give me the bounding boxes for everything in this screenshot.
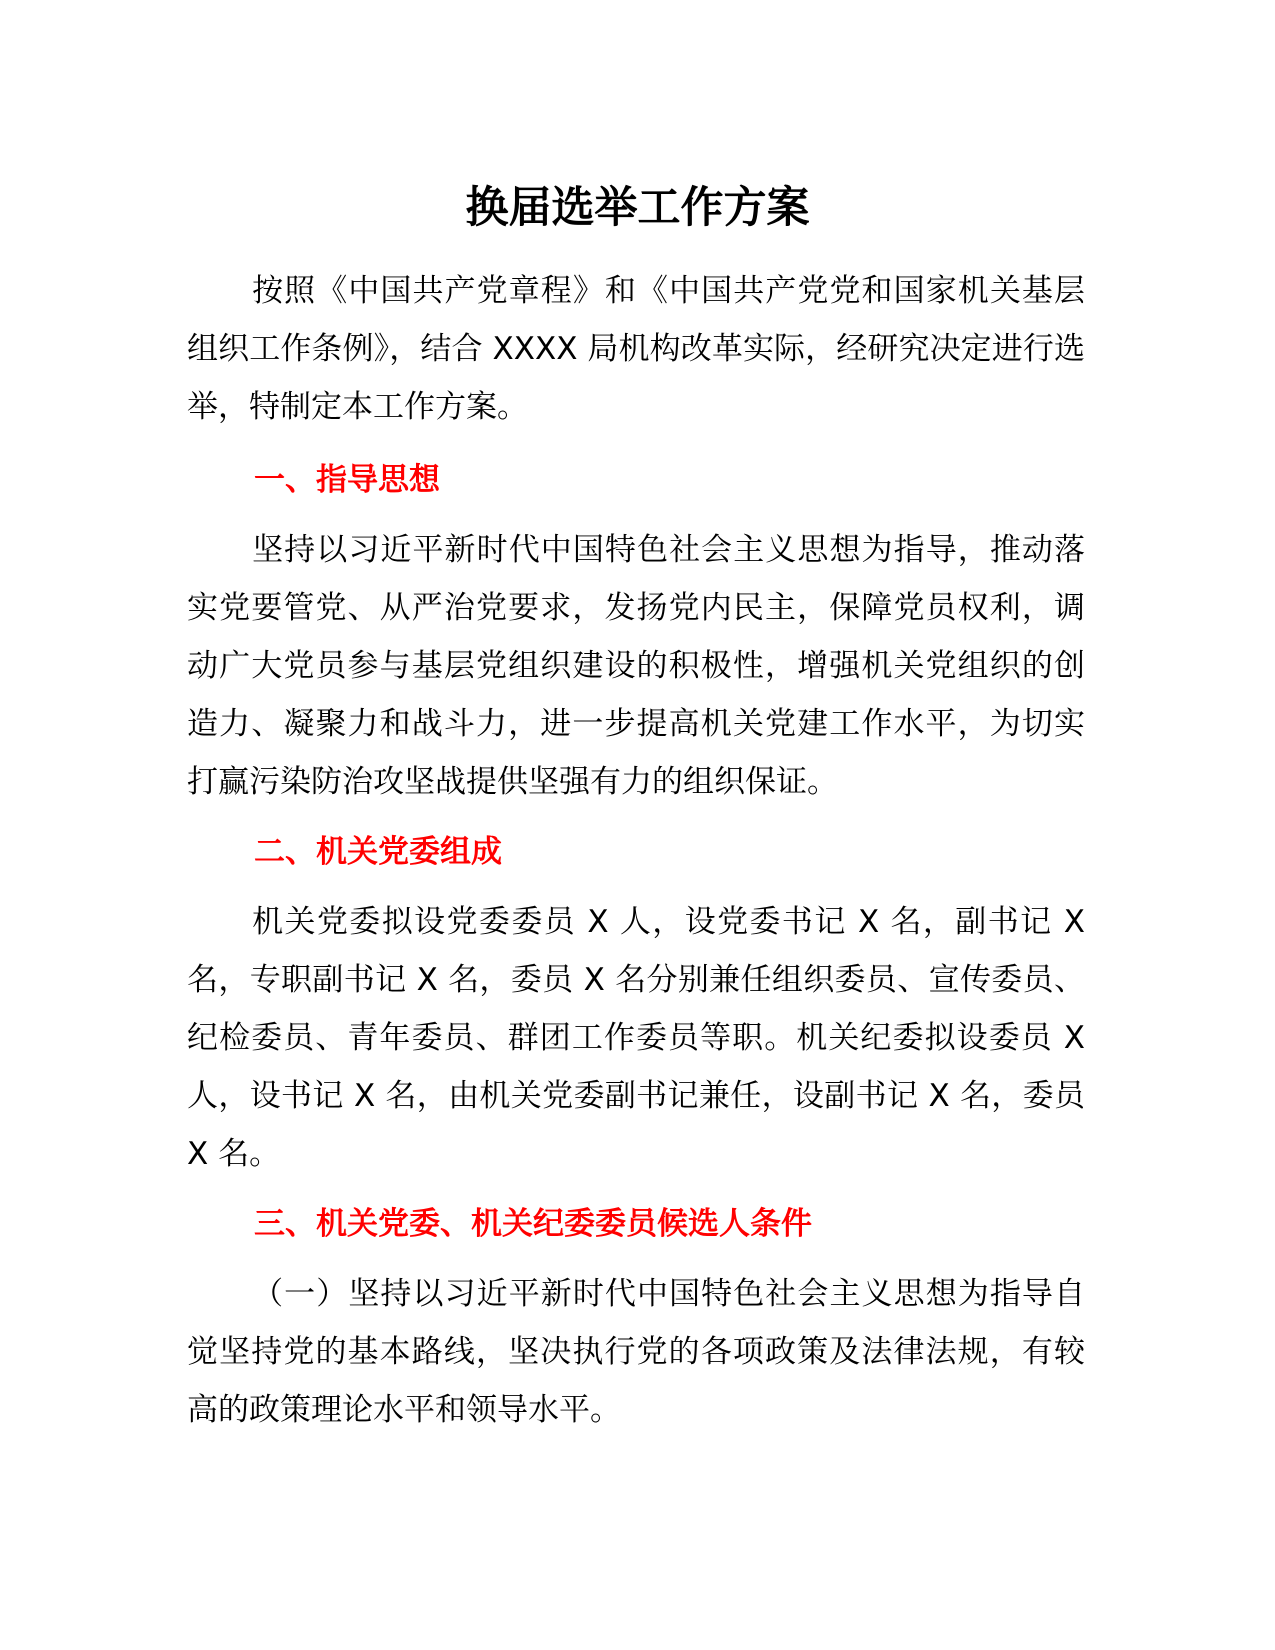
section-paragraph-committee-composition: 机关党委拟设党委委员 X 人，设党委书记 X 名，副书记 X 名，专职副书记 X 名，委员 X 名分别兼任组织委员、宣传委员、纪检委员、青年委员、群团工作委员等职。机关纪委拟设委员 X 人，设书记 X 名，由机关党委副书记兼任，设副书记 X 名，委员 X 名。 — [187, 904, 1085, 1172]
section-heading-candidate-conditions: 三、机关党委、机关纪委委员候选人条件 — [254, 1206, 812, 1242]
section-paragraph-guiding-ideology: 坚持以习近平新时代中国特色社会主义思想为指导，推动落实党要管党、从严治党要求，发扬党内民主，保障党员权利，调动广大党员参与基层党组织建设的积极性，增强机关党组织的创造力、凝聚力和战斗力，进一步提高机关党建工作水平，为切实打赢污染防治攻坚战提供坚强有力的组织保证。 — [187, 532, 1085, 800]
intro-paragraph: 按照《中国共产党章程》和《中国共产党党和国家机关基层组织工作条例》，结合 XXXX 局机构改革实际，经研究决定进行选举，特制定本工作方案。 — [187, 273, 1085, 425]
section-heading-guiding-ideology: 一、指导思想 — [254, 462, 440, 498]
document-title: 换届选举工作方案 — [465, 183, 810, 233]
section-paragraph-candidate-conditions: （一）坚持以习近平新时代中国特色社会主义思想为指导自觉坚持党的基本路线，坚决执行党的各项政策及法律法规，有较高的政策理论水平和领导水平。 — [187, 1276, 1085, 1428]
section-heading-committee-composition: 二、机关党委组成 — [254, 834, 502, 870]
